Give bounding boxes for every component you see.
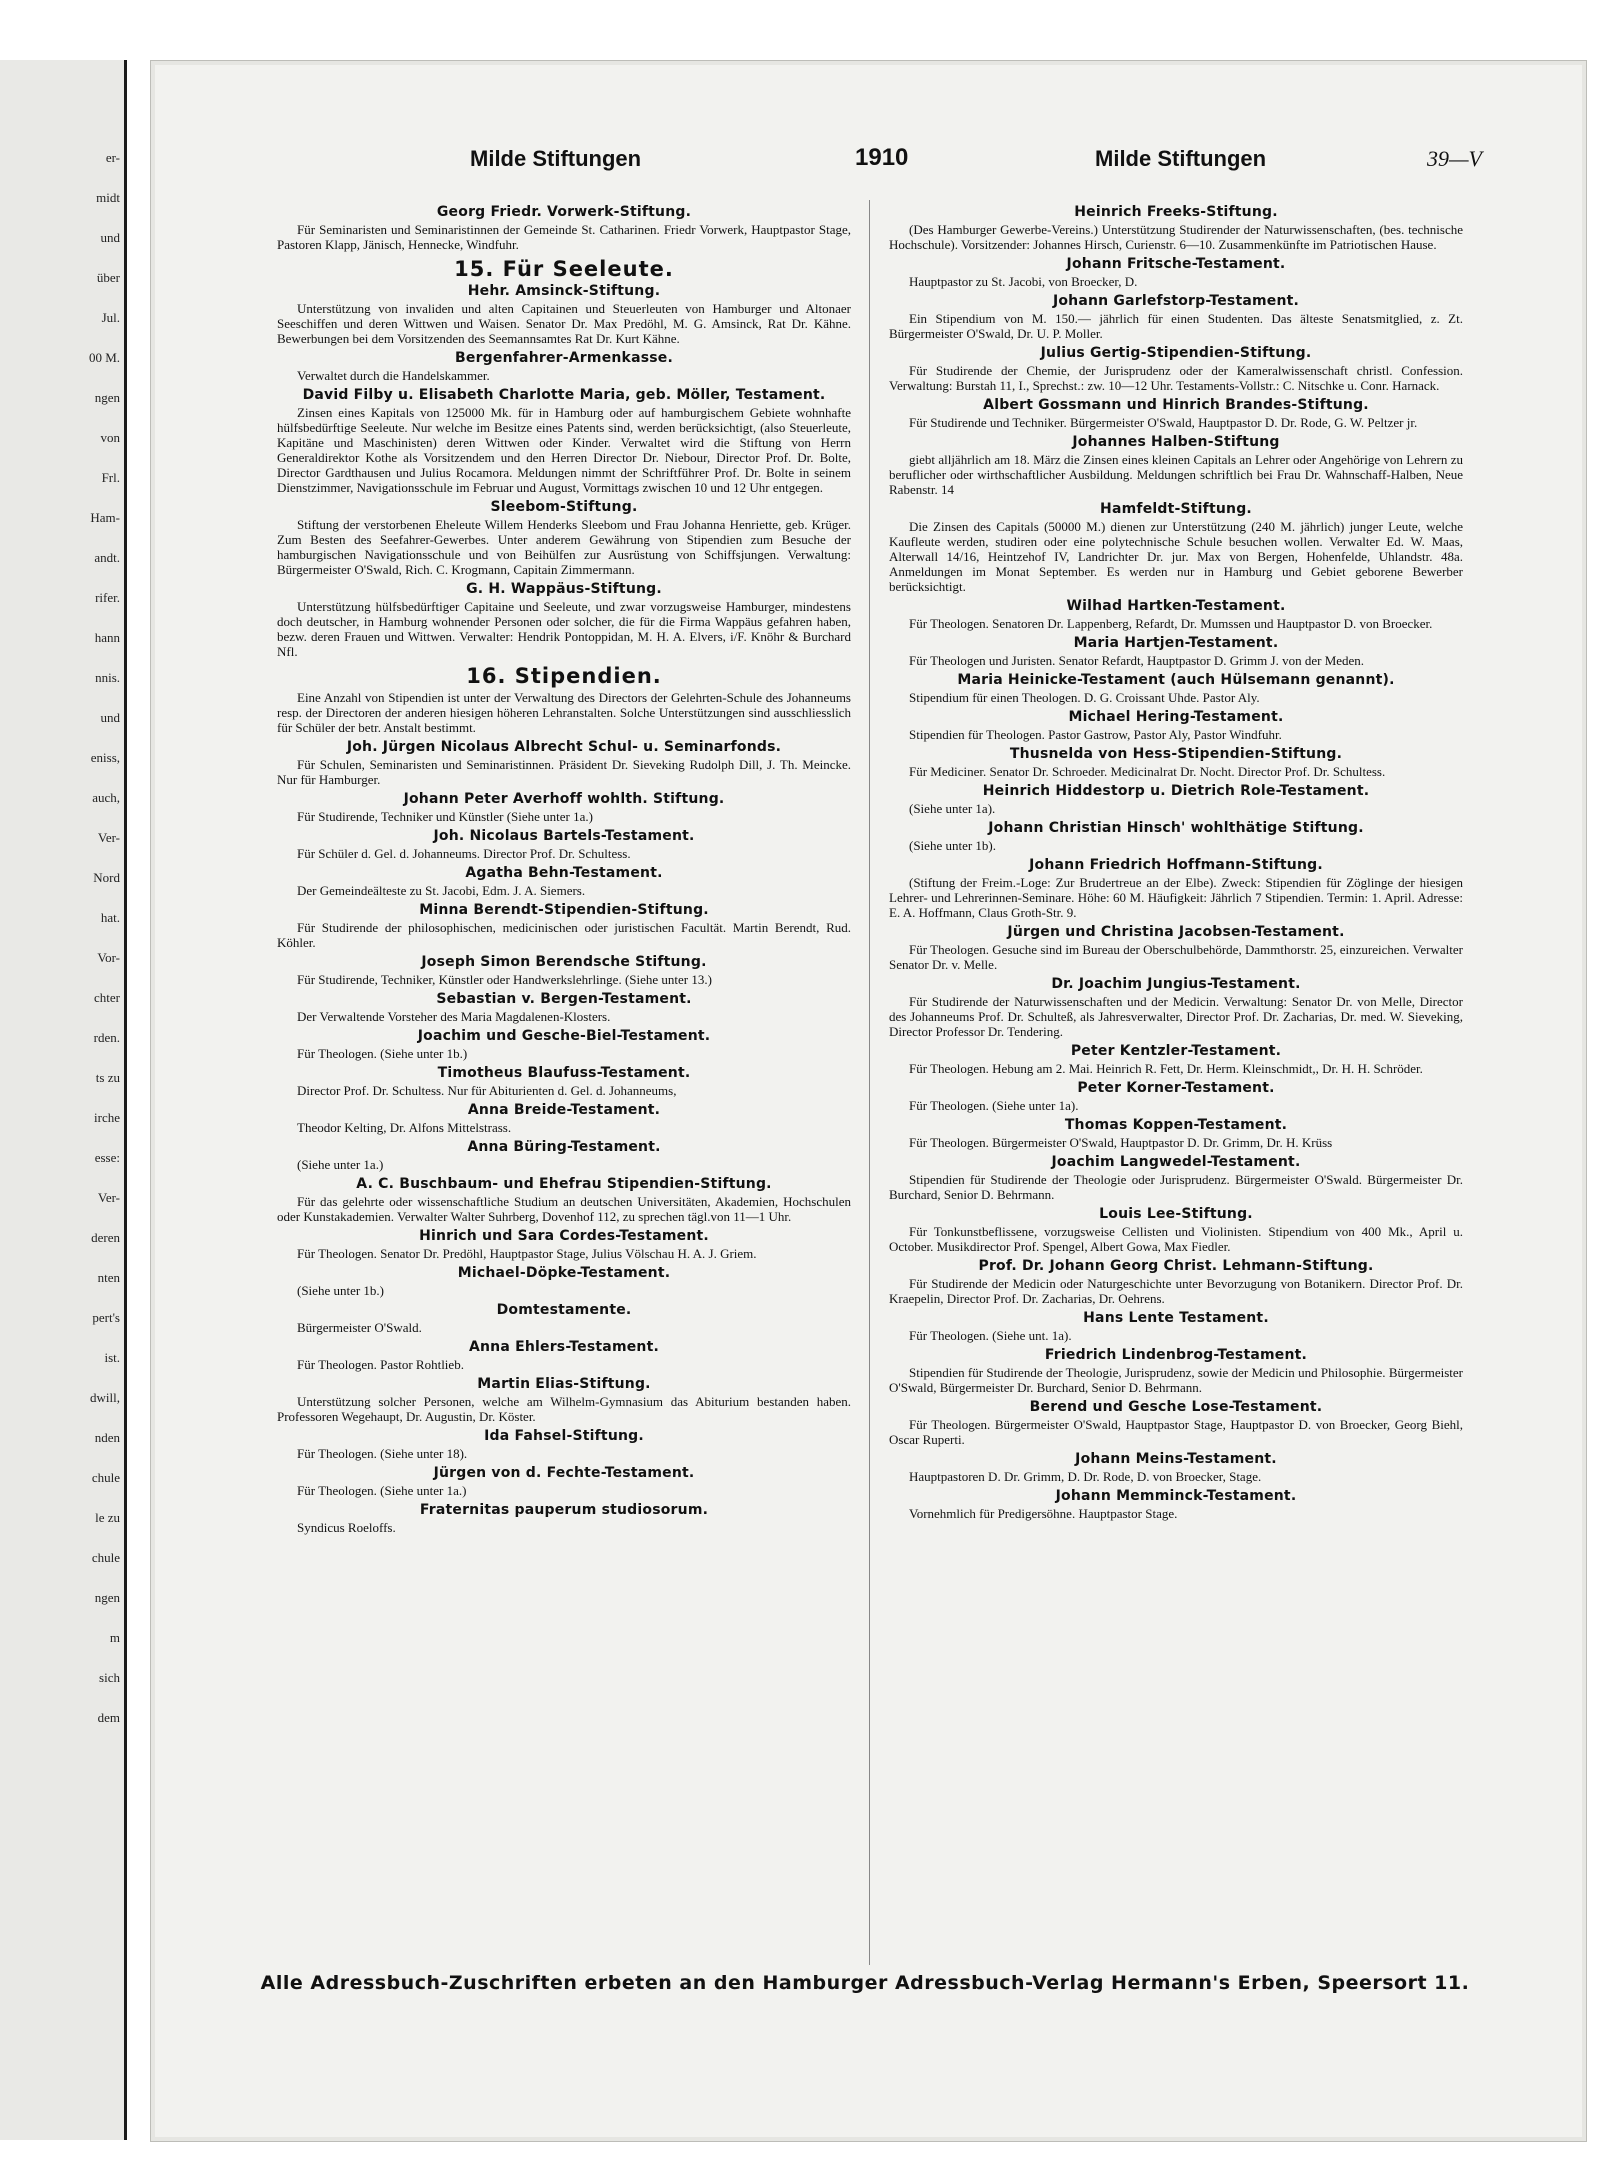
entry: [277, 828, 851, 861]
entry-title: Johann Memminck-Testament.: [1055, 1488, 1297, 1504]
column-divider: [869, 200, 870, 1965]
margin-fragment: midt: [96, 190, 120, 205]
margin-fragment: chule: [91, 1550, 120, 1565]
entry-title: Thomas Koppen-Testament.: [1064, 1117, 1288, 1133]
entry-body: (Siehe unter 1b).: [909, 838, 997, 853]
margin-fragment: m: [109, 1630, 120, 1645]
entry-title: Johann Friedrich Hoffmann-Stiftung.: [1029, 857, 1323, 873]
margin-fragment: Nord: [93, 870, 120, 885]
margin-fragment: ngen: [94, 1590, 120, 1605]
entry-title: Anna Breide-Testament.: [467, 1102, 661, 1118]
entry-title: Domtestamente.: [496, 1302, 632, 1318]
entry: [277, 1502, 851, 1535]
margin-fragment: über: [96, 270, 120, 285]
entry-body: Ein Stipendium von M. 150.— jährlich für einen Studenten. Das älteste Senatsmitglied, z. Zt. Bürgermeister O'Swald, Dr. U. P. Moller.: [889, 311, 1463, 341]
entry-title: Louis Lee-Stiftung.: [1099, 1206, 1253, 1222]
entry: [889, 820, 1463, 853]
entry-title: Joh. Jürgen Nicolaus Albrecht Schul- u. Seminarfonds.: [346, 739, 782, 755]
entry-title: Joseph Simon Berendsche Stiftung.: [421, 954, 707, 970]
entry-title: Johann Meins-Testament.: [1075, 1451, 1277, 1467]
entry-body: Für das gelehrte oder wissenschaftliche Studium an deutschen Universitäten, Akademien, Hochschulen oder Kunstakademien. Verwalter Walter Suhrberg, Dovenhof 112, zu sprechen tägl.von 11—1 Uhr.: [277, 1194, 851, 1224]
entry-body: Hauptpastoren D. Dr. Grimm, D. Dr. Rode, D. von Broecker, Stage.: [909, 1469, 1262, 1484]
entry-body: Unterstützung hülfsbedürftiger Capitaine und Seeleute, und zwar vorzugsweise Hamburger, mindestens doch deutscher, in Hamburg wohnender Personen oder solcher, die für die Firma Wappäus gefahren haben, bezw. deren Frauen und Wittwen. Verwalter: Hendrik Pontoppidan, M. H. A. Elvers, i/F. Knöhr & Burchard Nfl.: [277, 599, 851, 659]
entry: [889, 1347, 1463, 1395]
entry-body: Für Schüler d. Gel. d. Johanneums. Director Prof. Dr. Schultess.: [297, 846, 631, 861]
entry-title: Hamfeldt-Stiftung.: [1100, 501, 1252, 517]
entry-body: Für Studirende der philosophischen, medicinischen oder juristischen Facultät. Martin Berendt, Rud. Köhler.: [277, 920, 851, 950]
margin-fragment: chter: [94, 990, 120, 1005]
margin-fragment: ist.: [104, 1350, 120, 1365]
entry-body: Für Theologen. Pastor Rohtlieb.: [297, 1357, 464, 1372]
entry: [889, 204, 1463, 252]
entry-title: Julius Gertig-Stipendien-Stiftung.: [1040, 345, 1312, 361]
entry-title: Sebastian v. Bergen-Testament.: [436, 991, 692, 1007]
entry: [889, 672, 1463, 705]
margin-fragment: sich: [99, 1670, 120, 1685]
entry-title: Sleebom-Stiftung.: [490, 499, 638, 515]
entry-body: Für Theologen. Senatoren Dr. Lappenberg, Refardt, Dr. Mumssen und Hauptpastor D. von Broecker.: [909, 616, 1433, 631]
entry-title: Anna Büring-Testament.: [467, 1139, 661, 1155]
margin-fragment: nnis.: [95, 670, 120, 685]
entry: [889, 857, 1463, 920]
entry-body: Bürgermeister O'Swald.: [297, 1320, 422, 1335]
margin-fragment: 00 M.: [88, 350, 120, 365]
entry-body: Für Seminaristen und Seminaristinnen der Gemeinde St. Catharinen. Friedr Vorwerk, Hauptpastor Stage, Pastoren Klapp, Jänisch, Hennecke, Windfuhr.: [277, 222, 851, 252]
entry-body: (Des Hamburger Gewerbe-Vereins.) Unterstützung Studirender der Naturwissenschaften, (bes. technische Hochschule). Vorsitzender: Johannes Hirsch, Curienstr. 6—10. Zusammenkünfte im Patriotischen Hause.: [889, 222, 1463, 252]
entry: [277, 954, 851, 987]
margin-fragment: Ham-: [90, 510, 120, 525]
header-left-title: Milde Stiftungen: [470, 146, 642, 171]
page-header: [310, 146, 1490, 176]
left-column: [277, 200, 851, 1537]
entry: [889, 1043, 1463, 1076]
margin-fragment: chule: [91, 1470, 120, 1485]
entry-body: Syndicus Roeloffs.: [297, 1520, 396, 1535]
entry-title: Wilhad Hartken-Testament.: [1066, 598, 1286, 614]
previous-page-edge: [0, 60, 127, 2140]
entry-title: G. H. Wappäus-Stiftung.: [466, 581, 662, 597]
margin-fragment: esse:: [94, 1150, 120, 1165]
entry: [277, 902, 851, 950]
margin-fragment: andt.: [94, 550, 120, 565]
entry: [889, 1080, 1463, 1113]
margin-fragment: ts zu: [95, 1070, 120, 1085]
entry-body: Für Theologen. (Siehe unter 1b.): [297, 1046, 468, 1061]
margin-fragment: le zu: [95, 1510, 120, 1525]
entry-title: Fraternitas pauperum studiosorum.: [419, 1502, 709, 1518]
margin-fragment: Vor-: [97, 950, 120, 965]
entry-title: Hans Lente Testament.: [1083, 1310, 1269, 1326]
entry-body: Für Studirende der Chemie, der Jurisprudenz oder der Kameralwissenschaft christl. Confession. Verwaltung: Burstah 11, I., Sprechst.: zw. 10—12 Uhr. Testaments-Vollstr.: C. Nitschke u. Conr. Harnack.: [889, 363, 1463, 393]
entry-title: Thusnelda von Hess-Stipendien-Stiftung.: [1009, 746, 1343, 762]
entry-body: Verwaltet durch die Handelskammer.: [297, 368, 490, 383]
margin-fragment: hat.: [100, 910, 120, 925]
entry-title: Prof. Dr. Johann Georg Christ. Lehmann-Stiftung.: [978, 1258, 1374, 1274]
entry-title: Dr. Joachim Jungius-Testament.: [1051, 976, 1301, 992]
entry-body: Für Studirende, Techniker, Künstler oder Handwerkslehrlinge. (Siehe unter 13.): [297, 972, 712, 987]
entry-body: Für Studirende, Techniker und Künstler (Siehe unter 1a.): [297, 809, 593, 824]
margin-fragment: Jul.: [101, 310, 120, 325]
entry-body: Für Theologen. Bürgermeister O'Swald, Hauptpastor Stage, Hauptpastor D. von Broecker, Georg Biehl, Oscar Ruperti.: [889, 1417, 1463, 1447]
entry-title: Maria Heinicke-Testament (auch Hülsemann genannt).: [957, 672, 1395, 688]
entry-title: Johann Christian Hinsch' wohlthätige Stiftung.: [988, 820, 1364, 836]
header-year: 1910: [855, 144, 909, 171]
header-right-title: Milde Stiftungen: [1095, 146, 1267, 171]
entry-body: Für Theologen. Bürgermeister O'Swald, Hauptpastor D. Dr. Grimm, Dr. H. Krüss: [909, 1135, 1333, 1150]
entry: [277, 865, 851, 898]
entry-title: Joh. Nicolaus Bartels-Testament.: [433, 828, 695, 844]
entry-body: Zinsen eines Kapitals von 125000 Mk. für in Hamburg oder auf hamburgischem Gebiete wohnhafte hülfsbedürftige Seeleute. Nur welche im Besitze eines Patents sind, werden berücksichtigt, (also Steuerleute, Kapitäne und Maschinisten) deren Wittwen oder Kinder. Verwaltet wird die Stiftung von Herrn Generaldirektor Kothe als Vorsitzendem und den Herren Director Dr. Niebour, Director Prof. Dr. Bolte, Director Gardthausen und Julius Rocamora. Meldungen nimmt der Schriftführer Prof. Dr. Bolte in seinem Dienstzimmer, Navigationsschule im Februar und August, Vormittags zwischen 10 und 12 Uhr entgegen.: [277, 405, 851, 495]
entry-body: Für Studirende der Medicin oder Naturgeschichte unter Bevorzugung von Botanikern. Director Prof. Dr. Kraepelin, Director Prof. Dr. Zacharias, Dr. Oehrens.: [889, 1276, 1463, 1306]
entry-body: Stipendien für Studirende der Theologie, Jurisprudenz, sowie der Medicin und Philosophie. Bürgermeister O'Swald, Bürgermeister Dr. Burchard, Senior D. Behrmann.: [889, 1365, 1463, 1395]
margin-fragment: nten: [97, 1270, 120, 1285]
entry: [277, 791, 851, 824]
entry: [889, 397, 1463, 430]
entry: [277, 581, 851, 659]
entry-body: Stipendium für einen Theologen. D. G. Croissant Uhde. Pastor Aly.: [909, 690, 1260, 705]
page-number: 39—V: [1427, 146, 1482, 171]
margin-fragment: und: [100, 230, 120, 245]
entry-body: (Siehe unter 1a.): [297, 1157, 384, 1172]
entry-body: Für Studirende und Techniker. Bürgermeister O'Swald, Hauptpastor D. Dr. Rode, G. W. Peltzer jr.: [909, 415, 1418, 430]
entry-body: Für Mediciner. Senator Dr. Schroeder. Medicinalrat Dr. Nocht. Director Prof. Dr. Schultess.: [909, 764, 1386, 779]
entry-body: Hauptpastor zu St. Jacobi, von Broecker, D.: [909, 274, 1138, 289]
entry-body: Für Tonkunstbeflissene, vorzugsweise Cellisten und Violinisten. Stipendium von 400 Mk., April u. October. Musikdirector Prof. Spengel, Albert Gowa, Max Fiedler.: [889, 1224, 1463, 1254]
entry: [277, 257, 851, 281]
entry-title: A. C. Buschbaum- und Ehefrau Stipendien-Stiftung.: [356, 1176, 772, 1192]
entry: [277, 739, 851, 787]
entry-body: Für Theologen. Senator Dr. Predöhl, Hauptpastor Stage, Julius Völschau H. A. J. Griem.: [297, 1246, 757, 1261]
margin-fragment: dem: [97, 1710, 120, 1725]
footer-notice: Alle Adressbuch-Zuschriften erbeten an den Hamburger Adressbuch-Verlag Hermann's Erben, Speersort 11.: [260, 1972, 1470, 1994]
entry-title: Minna Berendt-Stipendien-Stiftung.: [419, 902, 709, 918]
entry: [889, 598, 1463, 631]
entry-title: Berend und Gesche Lose-Testament.: [1029, 1399, 1323, 1415]
entry-body: giebt alljährlich am 18. März die Zinsen eines kleinen Capitals an Lehrer oder Angehörige von Lehrern zu beruflicher oder wirthschaftlicher Ausbildung. Meldungen schriftlich bei Frau Dr. Wahnschaff-Halben, Neue Rabenstr. 14: [889, 452, 1463, 497]
entry-body: Für Theologen. (Siehe unt. 1a).: [909, 1328, 1072, 1343]
entry-title: Michael Hering-Testament.: [1068, 709, 1284, 725]
right-column: [889, 200, 1463, 1523]
entry-body: Unterstützung solcher Personen, welche am Wilhelm-Gymnasium das Abiturium bestanden haben. Professoren Wegehaupt, Dr. Augustin, Dr. Köster.: [277, 1394, 851, 1424]
margin-fragment: eniss,: [90, 750, 120, 765]
entry: [277, 1376, 851, 1424]
entry: [889, 1310, 1463, 1343]
margin-fragment: er-: [105, 150, 120, 165]
entry-body: Stipendien für Theologen. Pastor Gastrow, Pastor Aly, Pastor Windfuhr.: [909, 727, 1282, 742]
entry: [889, 783, 1463, 816]
margin-fragment: ngen: [94, 390, 120, 405]
entry: [889, 1451, 1463, 1484]
entry-body: Vornehmlich für Predigersöhne. Hauptpastor Stage.: [909, 1506, 1178, 1521]
entry-title: Michael-Döpke-Testament.: [457, 1265, 671, 1281]
margin-fragment: hann: [94, 630, 120, 645]
margin-fragment: Ver-: [97, 830, 120, 845]
margin-fragment: Frl.: [101, 470, 120, 485]
entry: [277, 1065, 851, 1098]
entry-body: Der Gemeindeälteste zu St. Jacobi, Edm. J. A. Siemers.: [297, 883, 586, 898]
entry-body: Für Studirende der Naturwissenschaften und der Medicin. Verwaltung: Senator Dr. von Melle, Director des Johanneums Prof. Dr. Schulteß, als Jahresverwalter, Director Prof. Dr. Zacharias, Dr. med. W. Sieveking, Director Professor Dr. Tendering.: [889, 994, 1463, 1039]
entry: [889, 709, 1463, 742]
entry-body: Für Schulen, Seminaristen und Seminaristinnen. Präsident Dr. Sieveking Rudolph Dill, J. Th. Meincke. Nur für Hamburger.: [277, 757, 851, 787]
entry: [277, 1465, 851, 1498]
entry-body: Die Zinsen des Capitals (50000 M.) dienen zur Unterstützung (240 M. jährlich) junger Leute, welche Kaufleute werden, studiren oder eine polytechnische Schule besuchen wollen. Verwalter Ed. W. Maas, Alterwall 14/16, Heintzehof IV, Landrichter Dr. jur. Max von Bergen, Hohenfelde, Uhlandstr. 48a. Anmeldungen im Monat September. Es werden nur in Hamburg und Gebiet geborene Bewerber berücksichtigt.: [889, 519, 1463, 594]
entry: [277, 1176, 851, 1224]
entry-title: Heinrich Freeks-Stiftung.: [1074, 204, 1278, 220]
entry-title: Friedrich Lindenbrog-Testament.: [1044, 1347, 1308, 1363]
entry-title: Johann Peter Averhoff wohlth. Stiftung.: [403, 791, 725, 807]
entry-title: Georg Friedr. Vorwerk-Stiftung.: [436, 204, 692, 220]
entry: [889, 345, 1463, 393]
entry: [277, 499, 851, 577]
entry: [277, 1302, 851, 1335]
section-heading: 15. Für Seeleute.: [454, 257, 674, 281]
entry: [889, 293, 1463, 341]
entry-title: Jürgen von d. Fechte-Testament.: [433, 1465, 695, 1481]
margin-fragment: und: [100, 710, 120, 725]
entry-title: Peter Kentzler-Testament.: [1070, 1043, 1282, 1059]
entry-body: Für Theologen. (Siehe unter 18).: [297, 1446, 468, 1461]
entry: [277, 1339, 851, 1372]
entry-title: Bergenfahrer-Armenkasse.: [455, 350, 673, 366]
entry-body: Für Theologen. Gesuche sind im Bureau der Oberschulbehörde, Dammthorstr. 25, einzureichen. Verwalter Senator Dr. v. Melle.: [889, 942, 1463, 972]
entry-body: Stiftung der verstorbenen Eheleute Willem Henderks Sleebom und Frau Johanna Henriette, geb. Krüger. Zum Besten des Seefahrer-Gewerbes. Unter anderem Gewährung von Stipendien zum Besuche der hamburgischen Navigationsschule und von Beihülfen zur Ausrüstung von Schiffsjungen. Verwaltung: Bürgermeister O'Swald, Rich. C. Krogmann, Capitain Zimmermann.: [277, 517, 851, 577]
entry: [277, 204, 851, 252]
entry-body: (Siehe unter 1b.): [297, 1283, 385, 1298]
entry: [277, 1102, 851, 1135]
entry: [889, 746, 1463, 779]
margin-fragment: irche: [94, 1110, 120, 1125]
entry: [889, 1117, 1463, 1150]
entry-body: Der Verwaltende Vorsteher des Maria Magdalenen-Klosters.: [297, 1009, 611, 1024]
section-heading: 16. Stipendien.: [466, 664, 662, 688]
entry: [889, 1258, 1463, 1306]
entry-title: Peter Korner-Testament.: [1077, 1080, 1275, 1096]
entry: [889, 256, 1463, 289]
entry: [277, 1228, 851, 1261]
entry-body: Unterstützung von invaliden und alten Capitainen und Steuerleuten von Hamburger und Altonaer Seeschiffen und deren Wittwen und Waisen. Senator Dr. Max Predöhl, M. G. Amsinck, Rat Dr. Kähne. Bewerbungen bei dem Vorsitzenden des Seemannsamtes Rat Dr. Kurt Kähne.: [277, 301, 851, 346]
margin-fragment: pert's: [92, 1310, 120, 1325]
entry-body: (Siehe unter 1a).: [909, 801, 996, 816]
margin-fragment: deren: [91, 1230, 120, 1245]
entry-body: Eine Anzahl von Stipendien ist unter der Verwaltung des Directors der Gelehrten-Schule des Johanneums resp. der Directoren der anderen hiesigen höheren Lehranstalten. Solche Unterstützungen sind ausschliesslich für Schüler der betr. Anstalt bestimmt.: [277, 690, 851, 735]
entry-title: Ida Fahsel-Stiftung.: [484, 1428, 644, 1444]
entry-body: Für Theologen und Juristen. Senator Refardt, Hauptpastor D. Grimm J. von der Meden.: [909, 653, 1365, 668]
entry: [889, 635, 1463, 668]
entry: [277, 1428, 851, 1461]
margin-fragment: rden.: [93, 1030, 120, 1045]
entry-title: Albert Gossmann und Hinrich Brandes-Stiftung.: [983, 397, 1369, 413]
entry-title: Timotheus Blaufuss-Testament.: [437, 1065, 691, 1081]
entry-title: Martin Elias-Stiftung.: [477, 1376, 651, 1392]
entry-body: Für Theologen. (Siehe unter 1a).: [909, 1098, 1079, 1113]
entry-title: Maria Hartjen-Testament.: [1073, 635, 1279, 651]
entry: [889, 1154, 1463, 1202]
entry-title: Anna Ehlers-Testament.: [468, 1339, 660, 1355]
entry: [889, 434, 1463, 497]
entry: [889, 924, 1463, 972]
entry: [277, 664, 851, 688]
entry-title: Hinrich und Sara Cordes-Testament.: [419, 1228, 709, 1244]
entry-title: Agatha Behn-Testament.: [465, 865, 663, 881]
entry: [277, 283, 851, 346]
margin-fragment: rifer.: [95, 590, 120, 605]
entry: [889, 1399, 1463, 1447]
entry-title: Joachim und Gesche-Biel-Testament.: [417, 1028, 711, 1044]
entry: [277, 1028, 851, 1061]
entry-title: Johannes Halben-Stiftung: [1072, 434, 1280, 450]
entry-title: Johann Fritsche-Testament.: [1066, 256, 1286, 272]
entry-title: Jürgen und Christina Jacobsen-Testament.: [1007, 924, 1345, 940]
margin-fragment: von: [100, 430, 120, 445]
entry: [889, 1488, 1463, 1521]
entry-title: Johann Garlefstorp-Testament.: [1052, 293, 1300, 309]
margin-fragment: dwill,: [90, 1390, 120, 1405]
entry: [889, 976, 1463, 1039]
entry-title: Hehr. Amsinck-Stiftung.: [467, 283, 661, 299]
entry-body: (Stiftung der Freim.-Loge: Zur Brudertreue an der Elbe). Zweck: Stipendien für Zöglinge der hiesigen Lehrer- und Lehrerinnen-Seminare. Höhe: 60 M. Häufigkeit: Jährlich 7 Stipendien. Termin: 1. April. Adresse: E. A. Hoffmann, Claus Groth-Str. 9.: [889, 875, 1463, 920]
entry: [277, 1265, 851, 1298]
entry-body: Für Theologen. (Siehe unter 1a.): [297, 1483, 467, 1498]
entry-body: Stipendien für Studirende der Theologie oder Jurisprudenz. Bürgermeister O'Swald. Bürgermeister Dr. Burchard, Senior D. Behrmann.: [889, 1172, 1463, 1202]
margin-fragment: Ver-: [97, 1190, 120, 1205]
entry-title: David Filby u. Elisabeth Charlotte Maria, geb. Möller, Testament.: [302, 387, 826, 403]
entry-body: Director Prof. Dr. Schultess. Nur für Abiturienten d. Gel. d. Johanneums,: [297, 1083, 677, 1098]
entry: [277, 387, 851, 495]
entry: [277, 350, 851, 383]
entry-body: Theodor Kelting, Dr. Alfons Mittelstrass.: [297, 1120, 512, 1135]
entry: [277, 991, 851, 1024]
entry-body: Für Theologen. Hebung am 2. Mai. Heinrich R. Fett, Dr. Herm. Kleinschmidt,, Dr. H. H. Schröder.: [909, 1061, 1423, 1076]
margin-fragment: auch,: [92, 790, 120, 805]
entry-title: Heinrich Hiddestorp u. Dietrich Role-Testament.: [982, 783, 1370, 799]
entry: [889, 501, 1463, 594]
margin-fragment: nden: [94, 1430, 120, 1445]
entry: [277, 1139, 851, 1172]
entry: [889, 1206, 1463, 1254]
entry: [277, 690, 851, 735]
entry-title: Joachim Langwedel-Testament.: [1051, 1154, 1301, 1170]
